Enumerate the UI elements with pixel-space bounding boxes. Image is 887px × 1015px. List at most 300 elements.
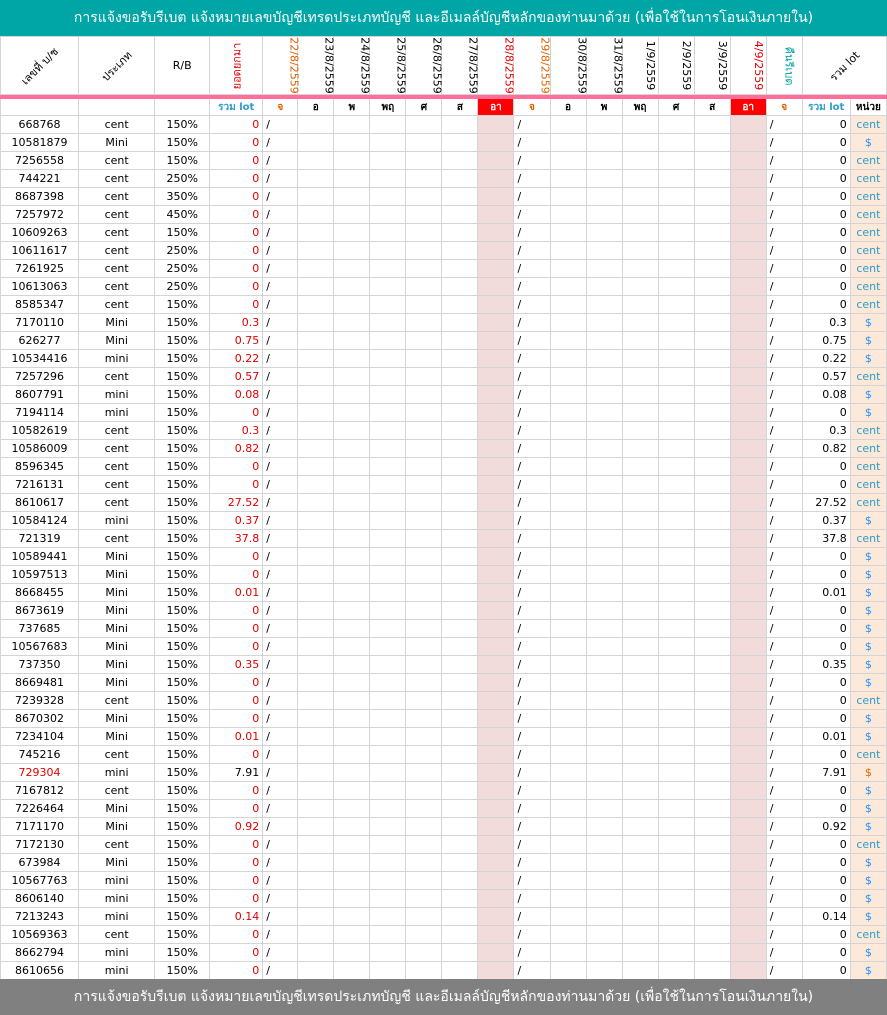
cell-total-lot[interactable]: 0 bbox=[802, 206, 850, 224]
cell-day-6[interactable] bbox=[478, 674, 514, 692]
cell-day-12[interactable] bbox=[694, 836, 730, 854]
cell-day-0[interactable]: / bbox=[263, 458, 298, 476]
cell-day-13[interactable] bbox=[730, 494, 766, 512]
cell-day-5[interactable] bbox=[442, 728, 478, 746]
cell-unit[interactable]: $ bbox=[850, 674, 886, 692]
cell-day-8[interactable] bbox=[550, 602, 586, 620]
cell-day-0[interactable]: / bbox=[263, 278, 298, 296]
cell-day-8[interactable] bbox=[550, 368, 586, 386]
cell-day-3[interactable] bbox=[370, 530, 406, 548]
cell-account[interactable]: 10586009 bbox=[1, 440, 79, 458]
cell-day-0[interactable]: / bbox=[263, 656, 298, 674]
cell-day-0[interactable]: / bbox=[263, 800, 298, 818]
cell-total-lot[interactable]: 0 bbox=[802, 872, 850, 890]
cell-day-10[interactable] bbox=[622, 188, 658, 206]
cell-day-11[interactable] bbox=[658, 350, 694, 368]
cell-day-10[interactable] bbox=[622, 260, 658, 278]
cell-day-4[interactable] bbox=[406, 116, 442, 134]
cell-day-10[interactable] bbox=[622, 314, 658, 332]
header-date-0[interactable]: 22/8/2559 bbox=[263, 37, 298, 95]
cell-day-9[interactable] bbox=[586, 836, 622, 854]
cell-balance[interactable]: 0 bbox=[210, 404, 263, 422]
cell-day-7[interactable]: / bbox=[514, 620, 550, 638]
cell-total-lot[interactable]: 0 bbox=[802, 638, 850, 656]
cell-day-5[interactable] bbox=[442, 242, 478, 260]
cell-day-1[interactable] bbox=[298, 566, 334, 584]
cell-day-11[interactable] bbox=[658, 962, 694, 980]
cell-account[interactable]: 8610617 bbox=[1, 494, 79, 512]
cell-day-2[interactable] bbox=[334, 314, 370, 332]
cell-day-6[interactable] bbox=[478, 206, 514, 224]
cell-day-8[interactable] bbox=[550, 332, 586, 350]
cell-total-lot[interactable]: 0 bbox=[802, 926, 850, 944]
cell-unit[interactable]: cent bbox=[850, 188, 886, 206]
cell-day-9[interactable] bbox=[586, 854, 622, 872]
cell-day-13[interactable] bbox=[730, 944, 766, 962]
cell-day-14[interactable]: / bbox=[766, 638, 802, 656]
cell-day-2[interactable] bbox=[334, 962, 370, 980]
cell-rb[interactable]: 250% bbox=[155, 278, 210, 296]
cell-account[interactable]: 10589441 bbox=[1, 548, 79, 566]
cell-day-14[interactable]: / bbox=[766, 764, 802, 782]
cell-day-9[interactable] bbox=[586, 386, 622, 404]
cell-day-5[interactable] bbox=[442, 314, 478, 332]
cell-day-4[interactable] bbox=[406, 440, 442, 458]
cell-day-11[interactable] bbox=[658, 476, 694, 494]
cell-day-10[interactable] bbox=[622, 512, 658, 530]
cell-day-14[interactable]: / bbox=[766, 296, 802, 314]
cell-day-0[interactable]: / bbox=[263, 908, 298, 926]
cell-total-lot[interactable]: 0 bbox=[802, 890, 850, 908]
cell-day-3[interactable] bbox=[370, 134, 406, 152]
cell-day-5[interactable] bbox=[442, 548, 478, 566]
cell-day-7[interactable]: / bbox=[514, 638, 550, 656]
cell-unit[interactable]: $ bbox=[850, 908, 886, 926]
cell-type[interactable]: Mini bbox=[79, 674, 155, 692]
cell-day-8[interactable] bbox=[550, 674, 586, 692]
cell-day-0[interactable]: / bbox=[263, 170, 298, 188]
cell-day-7[interactable]: / bbox=[514, 296, 550, 314]
cell-day-4[interactable] bbox=[406, 386, 442, 404]
cell-balance[interactable]: 0 bbox=[210, 134, 263, 152]
cell-day-9[interactable] bbox=[586, 962, 622, 980]
cell-day-6[interactable] bbox=[478, 440, 514, 458]
cell-day-1[interactable] bbox=[298, 332, 334, 350]
cell-day-12[interactable] bbox=[694, 458, 730, 476]
cell-balance[interactable]: 0 bbox=[210, 242, 263, 260]
cell-rb[interactable]: 150% bbox=[155, 116, 210, 134]
cell-day-8[interactable] bbox=[550, 152, 586, 170]
cell-day-10[interactable] bbox=[622, 728, 658, 746]
cell-day-1[interactable] bbox=[298, 152, 334, 170]
cell-day-5[interactable] bbox=[442, 224, 478, 242]
cell-day-7[interactable]: / bbox=[514, 152, 550, 170]
header-date-4[interactable]: 26/8/2559 bbox=[406, 37, 442, 95]
cell-day-0[interactable]: / bbox=[263, 890, 298, 908]
cell-day-0[interactable]: / bbox=[263, 260, 298, 278]
cell-total-lot[interactable]: 0 bbox=[802, 548, 850, 566]
cell-day-8[interactable] bbox=[550, 350, 586, 368]
cell-day-13[interactable] bbox=[730, 224, 766, 242]
cell-balance[interactable]: 0 bbox=[210, 746, 263, 764]
cell-day-4[interactable] bbox=[406, 638, 442, 656]
cell-balance[interactable]: 0.37 bbox=[210, 512, 263, 530]
cell-rb[interactable]: 150% bbox=[155, 422, 210, 440]
cell-day-9[interactable] bbox=[586, 872, 622, 890]
cell-day-5[interactable] bbox=[442, 836, 478, 854]
cell-day-12[interactable] bbox=[694, 332, 730, 350]
cell-day-9[interactable] bbox=[586, 944, 622, 962]
cell-account[interactable]: 7257296 bbox=[1, 368, 79, 386]
cell-day-0[interactable]: / bbox=[263, 746, 298, 764]
cell-day-12[interactable] bbox=[694, 890, 730, 908]
cell-day-14[interactable]: / bbox=[766, 908, 802, 926]
cell-type[interactable]: cent bbox=[79, 440, 155, 458]
cell-day-13[interactable] bbox=[730, 512, 766, 530]
cell-day-4[interactable] bbox=[406, 566, 442, 584]
cell-day-12[interactable] bbox=[694, 746, 730, 764]
cell-day-10[interactable] bbox=[622, 350, 658, 368]
cell-day-5[interactable] bbox=[442, 296, 478, 314]
cell-day-8[interactable] bbox=[550, 134, 586, 152]
cell-day-4[interactable] bbox=[406, 782, 442, 800]
cell-type[interactable]: Mini bbox=[79, 638, 155, 656]
cell-day-2[interactable] bbox=[334, 332, 370, 350]
cell-day-10[interactable] bbox=[622, 170, 658, 188]
cell-day-12[interactable] bbox=[694, 224, 730, 242]
cell-day-14[interactable]: / bbox=[766, 152, 802, 170]
cell-day-14[interactable]: / bbox=[766, 332, 802, 350]
cell-day-5[interactable] bbox=[442, 368, 478, 386]
cell-unit[interactable]: cent bbox=[850, 242, 886, 260]
cell-day-8[interactable] bbox=[550, 260, 586, 278]
cell-day-12[interactable] bbox=[694, 764, 730, 782]
cell-day-11[interactable] bbox=[658, 548, 694, 566]
cell-day-3[interactable] bbox=[370, 494, 406, 512]
cell-day-4[interactable] bbox=[406, 710, 442, 728]
cell-day-1[interactable] bbox=[298, 620, 334, 638]
cell-day-6[interactable] bbox=[478, 242, 514, 260]
cell-day-12[interactable] bbox=[694, 962, 730, 980]
cell-type[interactable]: cent bbox=[79, 242, 155, 260]
cell-day-9[interactable] bbox=[586, 782, 622, 800]
cell-account[interactable]: 8669481 bbox=[1, 674, 79, 692]
cell-day-14[interactable]: / bbox=[766, 800, 802, 818]
cell-day-7[interactable]: / bbox=[514, 242, 550, 260]
cell-day-4[interactable] bbox=[406, 170, 442, 188]
cell-day-4[interactable] bbox=[406, 692, 442, 710]
cell-day-9[interactable] bbox=[586, 170, 622, 188]
cell-day-0[interactable]: / bbox=[263, 422, 298, 440]
cell-day-9[interactable] bbox=[586, 638, 622, 656]
cell-day-13[interactable] bbox=[730, 962, 766, 980]
cell-day-3[interactable] bbox=[370, 962, 406, 980]
cell-balance[interactable]: 7.91 bbox=[210, 764, 263, 782]
cell-day-13[interactable] bbox=[730, 134, 766, 152]
cell-day-8[interactable] bbox=[550, 818, 586, 836]
cell-day-0[interactable]: / bbox=[263, 206, 298, 224]
cell-day-4[interactable] bbox=[406, 800, 442, 818]
cell-day-14[interactable]: / bbox=[766, 206, 802, 224]
cell-day-4[interactable] bbox=[406, 368, 442, 386]
cell-day-9[interactable] bbox=[586, 710, 622, 728]
cell-day-8[interactable] bbox=[550, 872, 586, 890]
cell-rb[interactable]: 150% bbox=[155, 836, 210, 854]
cell-day-8[interactable] bbox=[550, 188, 586, 206]
cell-day-5[interactable] bbox=[442, 764, 478, 782]
cell-day-7[interactable]: / bbox=[514, 764, 550, 782]
cell-day-6[interactable] bbox=[478, 746, 514, 764]
cell-day-12[interactable] bbox=[694, 314, 730, 332]
cell-day-4[interactable] bbox=[406, 296, 442, 314]
cell-account[interactable]: 737350 bbox=[1, 656, 79, 674]
cell-day-1[interactable] bbox=[298, 368, 334, 386]
cell-day-12[interactable] bbox=[694, 386, 730, 404]
cell-day-1[interactable] bbox=[298, 170, 334, 188]
cell-unit[interactable]: $ bbox=[850, 872, 886, 890]
cell-unit[interactable]: $ bbox=[850, 890, 886, 908]
cell-type[interactable]: mini bbox=[79, 764, 155, 782]
cell-day-11[interactable] bbox=[658, 764, 694, 782]
cell-day-6[interactable] bbox=[478, 350, 514, 368]
cell-day-13[interactable] bbox=[730, 584, 766, 602]
header-date-11[interactable]: 2/9/2559 bbox=[658, 37, 694, 95]
cell-day-12[interactable] bbox=[694, 602, 730, 620]
cell-day-4[interactable] bbox=[406, 224, 442, 242]
cell-day-14[interactable]: / bbox=[766, 530, 802, 548]
cell-day-5[interactable] bbox=[442, 602, 478, 620]
cell-day-13[interactable] bbox=[730, 602, 766, 620]
cell-day-5[interactable] bbox=[442, 620, 478, 638]
cell-day-0[interactable]: / bbox=[263, 692, 298, 710]
cell-day-10[interactable] bbox=[622, 764, 658, 782]
cell-day-2[interactable] bbox=[334, 764, 370, 782]
cell-day-7[interactable]: / bbox=[514, 944, 550, 962]
cell-unit[interactable]: $ bbox=[850, 404, 886, 422]
cell-day-1[interactable] bbox=[298, 818, 334, 836]
cell-day-2[interactable] bbox=[334, 836, 370, 854]
cell-day-13[interactable] bbox=[730, 296, 766, 314]
cell-day-8[interactable] bbox=[550, 800, 586, 818]
cell-day-3[interactable] bbox=[370, 206, 406, 224]
cell-rb[interactable]: 150% bbox=[155, 638, 210, 656]
cell-day-0[interactable]: / bbox=[263, 152, 298, 170]
cell-type[interactable]: mini bbox=[79, 872, 155, 890]
cell-day-13[interactable] bbox=[730, 440, 766, 458]
cell-day-10[interactable] bbox=[622, 656, 658, 674]
cell-day-3[interactable] bbox=[370, 188, 406, 206]
cell-unit[interactable]: cent bbox=[850, 440, 886, 458]
cell-day-10[interactable] bbox=[622, 746, 658, 764]
cell-day-5[interactable] bbox=[442, 350, 478, 368]
cell-day-0[interactable]: / bbox=[263, 530, 298, 548]
cell-day-11[interactable] bbox=[658, 368, 694, 386]
cell-day-9[interactable] bbox=[586, 440, 622, 458]
cell-day-9[interactable] bbox=[586, 746, 622, 764]
cell-day-0[interactable]: / bbox=[263, 404, 298, 422]
cell-day-14[interactable]: / bbox=[766, 422, 802, 440]
cell-rb[interactable]: 150% bbox=[155, 710, 210, 728]
cell-balance[interactable]: 0.92 bbox=[210, 818, 263, 836]
cell-day-12[interactable] bbox=[694, 404, 730, 422]
cell-day-1[interactable] bbox=[298, 764, 334, 782]
cell-day-7[interactable]: / bbox=[514, 710, 550, 728]
cell-unit[interactable]: $ bbox=[850, 548, 886, 566]
header-date-7[interactable]: 29/8/2559 bbox=[514, 37, 550, 95]
cell-day-1[interactable] bbox=[298, 710, 334, 728]
cell-day-7[interactable]: / bbox=[514, 566, 550, 584]
cell-day-14[interactable]: / bbox=[766, 656, 802, 674]
cell-day-7[interactable]: / bbox=[514, 602, 550, 620]
cell-day-7[interactable]: / bbox=[514, 692, 550, 710]
cell-account[interactable]: 7256558 bbox=[1, 152, 79, 170]
cell-day-12[interactable] bbox=[694, 638, 730, 656]
cell-balance[interactable]: 0.22 bbox=[210, 350, 263, 368]
cell-day-12[interactable] bbox=[694, 242, 730, 260]
cell-total-lot[interactable]: 0 bbox=[802, 116, 850, 134]
cell-day-2[interactable] bbox=[334, 152, 370, 170]
cell-day-11[interactable] bbox=[658, 926, 694, 944]
cell-day-10[interactable] bbox=[622, 368, 658, 386]
cell-account[interactable]: 8687398 bbox=[1, 188, 79, 206]
cell-day-10[interactable] bbox=[622, 800, 658, 818]
cell-total-lot[interactable]: 0 bbox=[802, 854, 850, 872]
cell-day-10[interactable] bbox=[622, 332, 658, 350]
cell-day-7[interactable]: / bbox=[514, 260, 550, 278]
header-date-3[interactable]: 25/8/2559 bbox=[370, 37, 406, 95]
cell-day-7[interactable]: / bbox=[514, 206, 550, 224]
cell-day-3[interactable] bbox=[370, 368, 406, 386]
cell-day-5[interactable] bbox=[442, 458, 478, 476]
cell-day-8[interactable] bbox=[550, 296, 586, 314]
cell-day-12[interactable] bbox=[694, 710, 730, 728]
cell-day-7[interactable]: / bbox=[514, 728, 550, 746]
cell-day-8[interactable] bbox=[550, 386, 586, 404]
cell-day-4[interactable] bbox=[406, 620, 442, 638]
cell-day-13[interactable] bbox=[730, 764, 766, 782]
cell-unit[interactable]: $ bbox=[850, 620, 886, 638]
cell-day-4[interactable] bbox=[406, 944, 442, 962]
cell-day-3[interactable] bbox=[370, 638, 406, 656]
cell-balance[interactable]: 0 bbox=[210, 800, 263, 818]
cell-day-4[interactable] bbox=[406, 260, 442, 278]
cell-day-9[interactable] bbox=[586, 728, 622, 746]
cell-total-lot[interactable]: 0.35 bbox=[802, 656, 850, 674]
cell-day-14[interactable]: / bbox=[766, 242, 802, 260]
cell-balance[interactable]: 0 bbox=[210, 224, 263, 242]
cell-day-11[interactable] bbox=[658, 692, 694, 710]
cell-type[interactable]: cent bbox=[79, 188, 155, 206]
cell-day-3[interactable] bbox=[370, 818, 406, 836]
cell-day-12[interactable] bbox=[694, 818, 730, 836]
cell-day-13[interactable] bbox=[730, 638, 766, 656]
cell-day-9[interactable] bbox=[586, 818, 622, 836]
cell-day-13[interactable] bbox=[730, 890, 766, 908]
cell-type[interactable]: Mini bbox=[79, 314, 155, 332]
cell-day-9[interactable] bbox=[586, 206, 622, 224]
cell-type[interactable]: cent bbox=[79, 368, 155, 386]
cell-day-3[interactable] bbox=[370, 332, 406, 350]
cell-day-2[interactable] bbox=[334, 458, 370, 476]
cell-balance[interactable]: 0 bbox=[210, 278, 263, 296]
cell-day-5[interactable] bbox=[442, 872, 478, 890]
cell-balance[interactable]: 0 bbox=[210, 548, 263, 566]
cell-day-0[interactable]: / bbox=[263, 782, 298, 800]
cell-day-10[interactable] bbox=[622, 242, 658, 260]
header-date-9[interactable]: 31/8/2559 bbox=[586, 37, 622, 95]
cell-total-lot[interactable]: 0 bbox=[802, 944, 850, 962]
cell-day-13[interactable] bbox=[730, 566, 766, 584]
cell-day-2[interactable] bbox=[334, 728, 370, 746]
cell-day-1[interactable] bbox=[298, 746, 334, 764]
header-date-2[interactable]: 24/8/2559 bbox=[334, 37, 370, 95]
cell-type[interactable]: mini bbox=[79, 404, 155, 422]
cell-day-2[interactable] bbox=[334, 782, 370, 800]
cell-type[interactable]: cent bbox=[79, 926, 155, 944]
cell-type[interactable]: Mini bbox=[79, 134, 155, 152]
cell-day-12[interactable] bbox=[694, 260, 730, 278]
cell-day-0[interactable]: / bbox=[263, 476, 298, 494]
cell-day-6[interactable] bbox=[478, 152, 514, 170]
cell-day-11[interactable] bbox=[658, 890, 694, 908]
cell-type[interactable]: Mini bbox=[79, 728, 155, 746]
cell-total-lot[interactable]: 0 bbox=[802, 566, 850, 584]
cell-day-2[interactable] bbox=[334, 404, 370, 422]
cell-account[interactable]: 8668455 bbox=[1, 584, 79, 602]
cell-day-7[interactable]: / bbox=[514, 890, 550, 908]
cell-day-14[interactable]: / bbox=[766, 404, 802, 422]
cell-account[interactable]: 10609263 bbox=[1, 224, 79, 242]
cell-day-2[interactable] bbox=[334, 476, 370, 494]
cell-day-4[interactable] bbox=[406, 602, 442, 620]
cell-day-10[interactable] bbox=[622, 710, 658, 728]
cell-day-12[interactable] bbox=[694, 854, 730, 872]
cell-total-lot[interactable]: 0 bbox=[802, 800, 850, 818]
cell-day-4[interactable] bbox=[406, 728, 442, 746]
cell-type[interactable]: cent bbox=[79, 836, 155, 854]
cell-account[interactable]: 673984 bbox=[1, 854, 79, 872]
cell-day-0[interactable]: / bbox=[263, 566, 298, 584]
cell-day-4[interactable] bbox=[406, 458, 442, 476]
cell-day-6[interactable] bbox=[478, 818, 514, 836]
cell-day-0[interactable]: / bbox=[263, 584, 298, 602]
cell-day-6[interactable] bbox=[478, 494, 514, 512]
cell-day-9[interactable] bbox=[586, 800, 622, 818]
cell-day-13[interactable] bbox=[730, 404, 766, 422]
cell-day-7[interactable]: / bbox=[514, 170, 550, 188]
cell-day-6[interactable] bbox=[478, 224, 514, 242]
cell-day-3[interactable] bbox=[370, 278, 406, 296]
cell-day-3[interactable] bbox=[370, 458, 406, 476]
cell-day-2[interactable] bbox=[334, 800, 370, 818]
cell-unit[interactable]: cent bbox=[850, 494, 886, 512]
cell-day-1[interactable] bbox=[298, 548, 334, 566]
cell-day-10[interactable] bbox=[622, 674, 658, 692]
cell-day-7[interactable]: / bbox=[514, 908, 550, 926]
cell-type[interactable]: cent bbox=[79, 206, 155, 224]
cell-day-11[interactable] bbox=[658, 458, 694, 476]
cell-day-13[interactable] bbox=[730, 368, 766, 386]
cell-day-5[interactable] bbox=[442, 782, 478, 800]
cell-day-13[interactable] bbox=[730, 620, 766, 638]
cell-day-11[interactable] bbox=[658, 440, 694, 458]
cell-day-7[interactable]: / bbox=[514, 440, 550, 458]
cell-day-4[interactable] bbox=[406, 674, 442, 692]
cell-day-9[interactable] bbox=[586, 224, 622, 242]
cell-day-5[interactable] bbox=[442, 404, 478, 422]
cell-day-5[interactable] bbox=[442, 962, 478, 980]
cell-type[interactable]: cent bbox=[79, 278, 155, 296]
